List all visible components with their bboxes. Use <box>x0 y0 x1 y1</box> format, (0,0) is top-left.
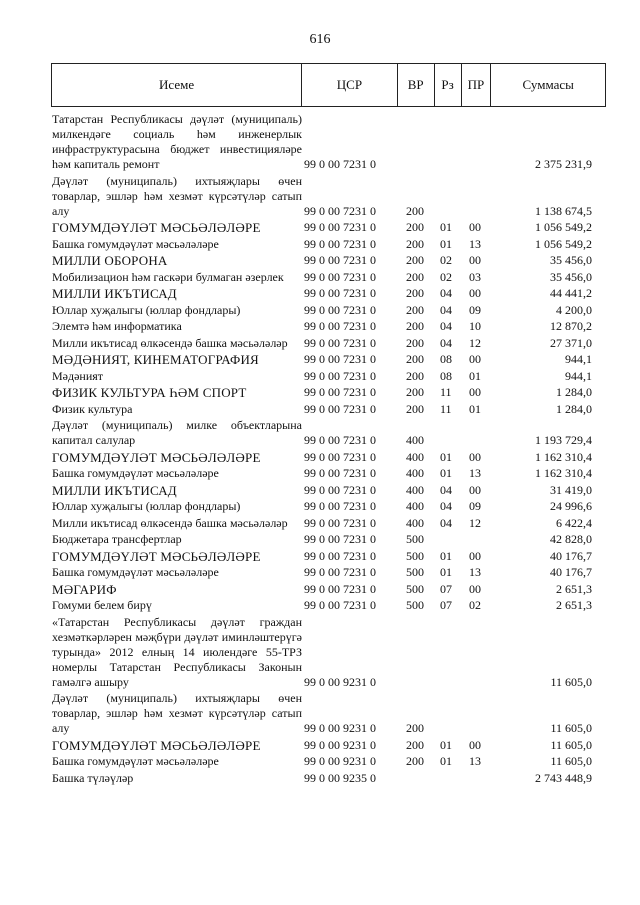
table-row <box>52 270 592 285</box>
row-sum: 11 605,0 <box>550 737 592 752</box>
row-vr: 500 <box>406 581 424 596</box>
row-rz: 04 <box>440 335 452 350</box>
row-vr: 500 <box>406 532 424 546</box>
row-pr: 00 <box>469 286 481 300</box>
row-sum: 35 456,0 <box>550 269 592 284</box>
row-csr: 99 0 00 7231 0 <box>304 433 376 447</box>
row-pr: 00 <box>469 737 481 752</box>
row-vr: 200 <box>406 721 424 735</box>
row-sum: 1 056 549,2 <box>535 236 592 251</box>
table-row <box>52 549 592 564</box>
row-sum: 1 284,0 <box>556 385 592 399</box>
table-row <box>52 754 592 769</box>
row-pr: 00 <box>469 548 481 563</box>
row-pr: 01 <box>469 368 481 383</box>
row-vr: 200 <box>406 335 424 350</box>
row-sum: 11 605,0 <box>550 721 592 735</box>
row-csr: 99 0 00 7231 0 <box>304 548 376 563</box>
table-row <box>52 369 592 384</box>
row-name: ГОМУМДӘҮЛӘТ МӘСЬӘЛӘЛӘРЕ <box>52 449 261 465</box>
row-rz: 01 <box>440 466 452 480</box>
row-csr: 99 0 00 7231 0 <box>304 466 376 480</box>
row-vr: 400 <box>406 466 424 480</box>
row-vr: 500 <box>406 548 424 563</box>
row-sum: 11 605,0 <box>550 754 592 768</box>
row-name: ГОМУМДӘҮЛӘТ МӘСЬӘЛӘЛӘРЕ <box>52 548 261 564</box>
row-name: Дәүләт (муниципаль) ихтыяҗлары өчен товарлар, эшләр һәм хезмәт күрсәтүләр сатып алу <box>52 173 302 218</box>
row-pr: 12 <box>469 335 481 350</box>
row-rz: 01 <box>440 449 452 464</box>
row-pr: 12 <box>469 515 481 530</box>
table-row <box>52 450 592 465</box>
row-rz: 08 <box>440 368 452 383</box>
row-name: Мәдәният <box>52 368 104 383</box>
table-row <box>52 483 592 498</box>
row-vr: 200 <box>406 368 424 383</box>
row-vr: 200 <box>406 203 424 218</box>
row-name: ГОМУМДӘҮЛӘТ МӘСЬӘЛӘЛӘРЕ <box>52 737 261 753</box>
row-csr: 99 0 00 7231 0 <box>304 499 376 513</box>
row-rz: 04 <box>440 319 452 333</box>
row-pr: 13 <box>469 466 481 480</box>
row-csr: 99 0 00 9231 0 <box>304 737 376 752</box>
row-pr: 09 <box>469 302 481 317</box>
row-name: Юллар хуҗалыгы (юллар фондлары) <box>52 499 241 513</box>
row-rz: 04 <box>440 499 452 513</box>
row-vr: 200 <box>406 352 424 366</box>
row-pr: 03 <box>469 269 481 284</box>
row-csr: 99 0 00 9231 0 <box>304 721 376 735</box>
table-row <box>52 336 592 351</box>
row-sum: 1 162 310,4 <box>535 466 592 480</box>
row-rz: 01 <box>440 548 452 563</box>
row-vr: 400 <box>406 449 424 464</box>
row-rz: 04 <box>440 482 452 497</box>
row-name: Милли икътисад өлкәсендә башка мәсьәләләр <box>52 335 288 350</box>
table-row <box>52 771 592 786</box>
row-pr: 13 <box>469 565 481 579</box>
row-csr: 99 0 00 7231 0 <box>304 598 376 612</box>
row-csr: 99 0 00 7231 0 <box>304 335 376 350</box>
row-rz: 04 <box>440 302 452 317</box>
row-pr: 00 <box>469 449 481 464</box>
header-csr: ЦСР <box>302 64 398 106</box>
row-csr: 99 0 00 7231 0 <box>304 581 376 596</box>
table-row <box>52 385 592 400</box>
row-vr: 200 <box>406 302 424 317</box>
row-csr: 99 0 00 9235 0 <box>304 770 376 785</box>
row-sum: 6 422,4 <box>556 515 592 530</box>
table-row <box>52 499 592 514</box>
table-row <box>52 691 592 736</box>
row-csr: 99 0 00 7231 0 <box>304 515 376 530</box>
table-row <box>52 565 592 580</box>
row-csr: 99 0 00 7231 0 <box>304 236 376 251</box>
table-header <box>51 63 606 107</box>
row-vr: 200 <box>406 401 424 416</box>
row-name: Башка түләүләр <box>52 770 134 785</box>
table-row <box>52 174 592 219</box>
row-sum: 4 200,0 <box>556 302 592 317</box>
row-name: Башка гомумдәүләт мәсьәләләре <box>52 236 219 251</box>
row-pr: 13 <box>469 754 481 768</box>
row-vr: 200 <box>406 236 424 251</box>
row-sum: 1 193 729,4 <box>535 433 592 447</box>
row-pr: 00 <box>469 581 481 596</box>
row-rz: 07 <box>440 598 452 612</box>
row-rz: 01 <box>440 754 452 768</box>
row-name: Элемтә һәм информатика <box>52 319 182 333</box>
row-vr: 500 <box>406 598 424 612</box>
row-vr: 200 <box>406 269 424 284</box>
row-csr: 99 0 00 7231 0 <box>304 269 376 284</box>
row-name: МИЛЛИ ИКЪТИСАД <box>52 286 177 301</box>
row-pr: 00 <box>469 220 481 234</box>
row-name: Дәүләт (муниципаль) милке объектларына капитал салулар <box>52 418 302 447</box>
row-sum: 35 456,0 <box>550 253 592 267</box>
row-name: Юллар хуҗалыгы (юллар фондлары) <box>52 302 241 317</box>
row-sum: 44 441,2 <box>550 286 592 300</box>
row-sum: 1 056 549,2 <box>535 220 592 234</box>
row-vr: 200 <box>406 286 424 300</box>
row-rz: 04 <box>440 286 452 300</box>
table-body <box>52 112 592 787</box>
row-sum: 2 743 448,9 <box>535 770 592 785</box>
table-row <box>52 220 592 235</box>
row-sum: 944,1 <box>565 368 592 383</box>
row-name: Милли икътисад өлкәсендә башка мәсьәләләр <box>52 515 288 530</box>
table-row <box>52 402 592 417</box>
row-csr: 99 0 00 7231 0 <box>304 368 376 383</box>
table-row <box>52 237 592 252</box>
header-vr: ВР <box>398 64 435 106</box>
row-rz: 01 <box>440 565 452 579</box>
table-row <box>52 615 592 690</box>
row-name: ГОМУМДӘҮЛӘТ МӘСЬӘЛӘЛӘРЕ <box>52 220 261 235</box>
table-row <box>52 516 592 531</box>
header-sum: Суммасы <box>522 77 574 92</box>
row-rz: 08 <box>440 352 452 366</box>
row-name: Бюджетара трансфертлар <box>52 532 182 546</box>
row-name: ФИЗИК КУЛЬТУРА ҺӘМ СПОРТ <box>52 385 247 400</box>
row-csr: 99 0 00 7231 0 <box>304 352 376 366</box>
row-pr: 10 <box>469 319 481 333</box>
page-number: 616 <box>309 32 331 47</box>
row-name: Башка гомумдәүләт мәсьәләләре <box>52 754 219 768</box>
row-sum: 1 284,0 <box>556 401 592 416</box>
row-name: Татарстан Республикасы дәүләт (муниципаль) милкендәге социаль һәм инженерлык инфраструктурасына бюджет инвестицияләре һәм капиталь ремонт <box>52 112 302 171</box>
table-row <box>52 532 592 547</box>
table-row <box>52 253 592 268</box>
row-csr: 99 0 00 7231 0 <box>304 532 376 546</box>
table-row <box>52 418 592 448</box>
row-sum: 1 138 674,5 <box>535 203 592 218</box>
row-csr: 99 0 00 7231 0 <box>304 302 376 317</box>
row-vr: 400 <box>406 482 424 497</box>
row-csr: 99 0 00 7231 0 <box>304 385 376 399</box>
row-csr: 99 0 00 7231 0 <box>304 220 376 234</box>
row-sum: 27 371,0 <box>550 335 592 350</box>
row-vr: 400 <box>406 515 424 530</box>
row-csr: 99 0 00 7231 0 <box>304 401 376 416</box>
row-sum: 31 419,0 <box>550 482 592 497</box>
row-vr: 500 <box>406 565 424 579</box>
row-csr: 99 0 00 7231 0 <box>304 449 376 464</box>
row-pr: 13 <box>469 236 481 251</box>
row-sum: 2 651,3 <box>556 581 592 596</box>
row-csr: 99 0 00 7231 0 <box>304 157 376 171</box>
table-row <box>52 466 592 481</box>
row-sum: 2 651,3 <box>556 598 592 612</box>
row-sum: 40 176,7 <box>550 548 592 563</box>
row-rz: 01 <box>440 737 452 752</box>
row-pr: 02 <box>469 598 481 612</box>
row-vr: 200 <box>406 754 424 768</box>
row-rz: 02 <box>440 269 452 284</box>
row-pr: 00 <box>469 253 481 267</box>
row-sum: 944,1 <box>565 352 592 366</box>
row-sum: 42 828,0 <box>550 532 592 546</box>
row-sum: 1 162 310,4 <box>535 449 592 464</box>
row-pr: 00 <box>469 385 481 399</box>
row-name: Башка гомумдәүләт мәсьәләләре <box>52 466 219 480</box>
row-rz: 11 <box>440 385 452 399</box>
row-csr: 99 0 00 7231 0 <box>304 565 376 579</box>
row-name: Мобилизацион һәм гаскәри булмаган әзерлек <box>52 269 284 284</box>
row-vr: 200 <box>406 385 424 399</box>
row-vr: 200 <box>406 737 424 752</box>
table-row <box>52 352 592 367</box>
row-rz: 07 <box>440 581 452 596</box>
row-sum: 40 176,7 <box>550 565 592 579</box>
row-vr: 200 <box>406 319 424 333</box>
table-row <box>52 582 592 597</box>
row-csr: 99 0 00 7231 0 <box>304 253 376 267</box>
row-sum: 2 375 231,9 <box>535 157 592 171</box>
row-name: МӘДӘНИЯТ, КИНЕМАТОГРАФИЯ <box>52 352 259 367</box>
row-vr: 400 <box>406 499 424 513</box>
header-name: Исеме <box>52 64 302 106</box>
row-rz: 04 <box>440 515 452 530</box>
row-name: Дәүләт (муниципаль) ихтыяҗлары өчен товарлар, эшләр һәм хезмәт күрсәтүләр сатып алу <box>52 691 302 735</box>
header-rz: Рз <box>435 64 462 106</box>
table-row <box>52 286 592 301</box>
row-vr: 400 <box>406 433 424 447</box>
row-name: МИЛЛИ ОБОРОНА <box>52 253 168 268</box>
row-pr: 01 <box>469 401 481 416</box>
row-name: «Татарстан Республикасы дәүләт граждан хезмәткәрләрен мәҗбүри дәүләт иминләштерүгә турында» 2012 елның 14 июлендәге 55-ТРЗ номерлы Татарстан Республикасы Законын гамәлгә ашыру <box>52 614 302 689</box>
header-pr: ПР <box>462 64 492 106</box>
row-name: МИЛЛИ ИКЪТИСАД <box>52 482 177 498</box>
row-csr: 99 0 00 9231 0 <box>304 674 376 689</box>
table-row <box>52 112 592 172</box>
row-rz: 02 <box>440 253 452 267</box>
row-sum: 11 605,0 <box>550 674 592 689</box>
table-row <box>52 598 592 613</box>
row-csr: 99 0 00 7231 0 <box>304 286 376 300</box>
row-vr: 200 <box>406 253 424 267</box>
table-row <box>52 738 592 753</box>
row-csr: 99 0 00 7231 0 <box>304 319 376 333</box>
row-csr: 99 0 00 7231 0 <box>304 203 376 218</box>
row-name: Гомуми белем бирү <box>52 598 152 612</box>
row-csr: 99 0 00 9231 0 <box>304 754 376 768</box>
row-name: Физик культура <box>52 401 133 416</box>
row-sum: 24 996,6 <box>550 499 592 513</box>
row-pr: 00 <box>469 482 481 497</box>
row-rz: 01 <box>440 220 452 234</box>
table-row <box>52 319 592 334</box>
row-pr: 00 <box>469 352 481 366</box>
row-vr: 200 <box>406 220 424 234</box>
row-name: МӘГАРИФ <box>52 581 117 597</box>
row-rz: 01 <box>440 236 452 251</box>
row-sum: 12 870,2 <box>550 319 592 333</box>
table-row <box>52 303 592 318</box>
row-pr: 09 <box>469 499 481 513</box>
row-name: Башка гомумдәүләт мәсьәләләре <box>52 565 219 579</box>
row-csr: 99 0 00 7231 0 <box>304 482 376 497</box>
row-rz: 11 <box>440 401 452 416</box>
